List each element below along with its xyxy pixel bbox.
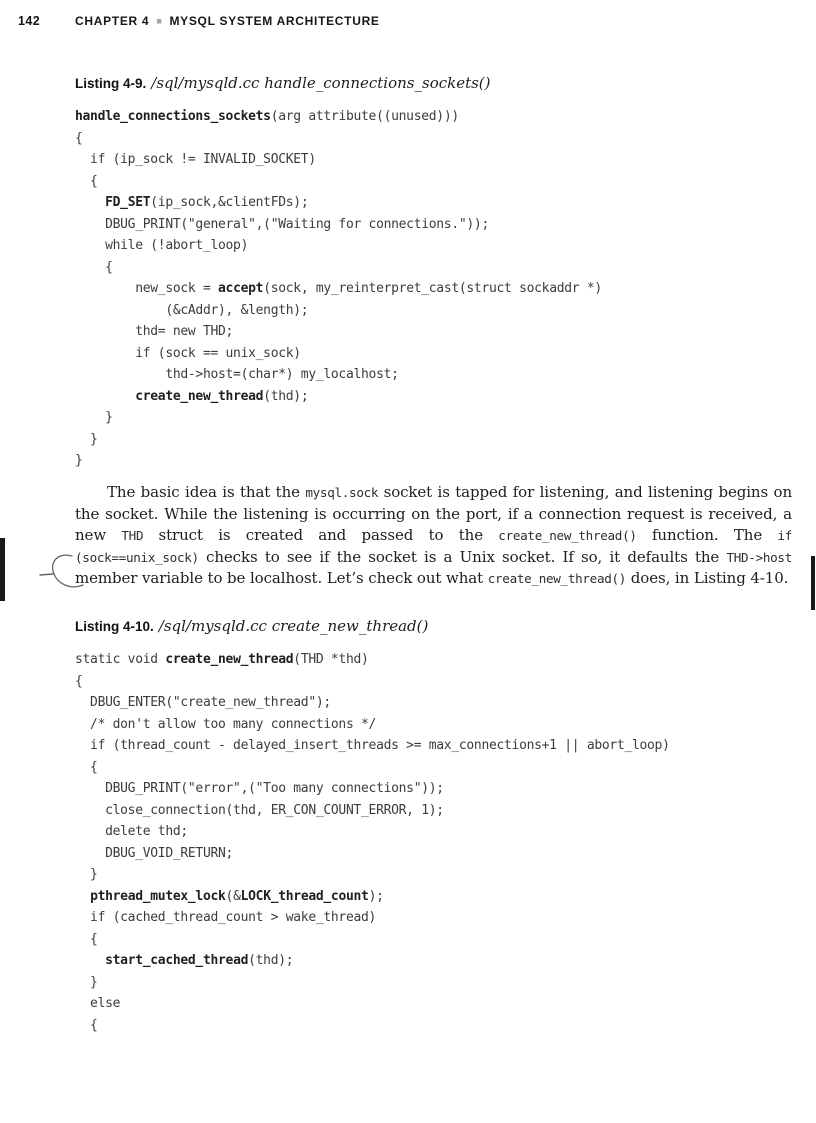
listing-title: /sql/mysqld.cc create_new_thread() [158, 617, 429, 635]
code-segment: (ip_sock,&clientFDs); [150, 195, 309, 210]
text-run: THD [121, 528, 144, 544]
code-segment: } [75, 867, 98, 882]
code-line [75, 407, 602, 429]
code-line [75, 929, 670, 951]
code-segment: close_connection(thd, ER_CON_COUNT_ERROR, 1); [75, 802, 444, 818]
code-line [75, 843, 670, 865]
chapter-title: MYSQL SYSTEM ARCHITECTURE [169, 14, 380, 28]
code-line [75, 757, 670, 779]
code-segment: (thd); [263, 388, 309, 404]
code-segment: (&cAddr), &length); [75, 302, 309, 318]
code-line [75, 106, 602, 128]
listing-label: Listing 4-10. [75, 619, 154, 634]
code-segment [75, 195, 105, 210]
code-segment: { [75, 673, 83, 689]
code-segment: FD_SET [105, 195, 151, 210]
code-segment: { [75, 931, 98, 947]
code-line [75, 886, 670, 908]
code-line [75, 171, 602, 193]
code-segment: } [75, 431, 98, 447]
text-run: function. The [636, 526, 778, 545]
code-segment: { [75, 173, 98, 189]
code-segment: create_new_thread [165, 652, 294, 667]
code-segment: { [75, 259, 113, 275]
code-segment [75, 389, 135, 404]
code-segment: { [75, 1017, 98, 1033]
code-segment: DBUG_PRINT("error",("Too many connections")); [75, 781, 444, 796]
listing-4-10-caption [75, 617, 428, 636]
separator-square-icon: ■ [156, 16, 163, 26]
text-run: create_new_thread() [498, 528, 637, 544]
code-segment: (thd); [248, 953, 294, 968]
code-segment: } [75, 410, 113, 425]
code-line [75, 907, 670, 929]
code-segment: /* don't allow too many connections */ [75, 716, 377, 732]
text-run: mysql.sock [305, 485, 379, 500]
code-segment: { [75, 130, 83, 146]
code-line [75, 257, 602, 279]
code-line [75, 692, 670, 714]
code-line [75, 343, 602, 365]
chapter-label: CHAPTER 4 [75, 14, 150, 28]
code-line [75, 864, 670, 886]
code-segment: new_sock = [75, 281, 219, 296]
text-run: create_new_thread() [487, 571, 627, 587]
code-segment: static void [75, 652, 166, 667]
text-run: member variable to be localhost. Let’s check out what [75, 569, 488, 588]
text-run: does, in Listing 4-10. [626, 569, 789, 588]
code-segment: start_cached_thread [105, 953, 249, 968]
code-segment: (sock, my_reinterpret_cast(struct sockaddr *) [263, 281, 602, 296]
text-run: THD->host [726, 549, 792, 565]
running-header [75, 14, 380, 28]
code-segment: accept [218, 281, 264, 296]
code-segment: { [75, 759, 98, 775]
code-line [75, 993, 670, 1015]
code-segment: } [75, 974, 98, 990]
code-segment: else [75, 996, 121, 1011]
text-run: if (sock==unix_sock) [75, 528, 793, 565]
code-line [75, 192, 602, 214]
code-listing-4-10 [75, 649, 670, 1036]
code-line [75, 450, 602, 472]
code-segment [75, 889, 90, 904]
code-line [75, 214, 602, 236]
code-segment: ); [368, 888, 384, 904]
code-listing-4-9 [75, 106, 602, 472]
code-segment: if (cached_thread_count > wake_thread) [75, 910, 377, 925]
code-line [75, 649, 670, 671]
code-line [75, 364, 602, 386]
code-segment: } [75, 453, 83, 468]
body-paragraph [75, 482, 792, 590]
code-line [75, 278, 602, 300]
text-run: socket is tapped for listening, and listening begins on the socket. While the listening is occurring on the port, if a connection request is received, a new [75, 483, 792, 545]
scan-artifact-right [811, 556, 815, 610]
code-line [75, 429, 602, 451]
code-segment: if (sock == unix_sock) [75, 345, 301, 361]
code-segment: LOCK_thread_count [240, 888, 369, 904]
code-line [75, 800, 670, 822]
code-line [75, 149, 602, 171]
listing-label: Listing 4-9. [75, 76, 147, 91]
code-segment: if (ip_sock != INVALID_SOCKET) [75, 152, 316, 167]
code-line [75, 235, 602, 257]
code-line [75, 950, 670, 972]
code-segment: (& [225, 888, 241, 904]
code-segment: (arg attribute((unused))) [270, 109, 459, 124]
code-segment: (THD *thd) [293, 652, 369, 667]
text-run: The basic idea is that the [107, 483, 306, 501]
code-line [75, 321, 602, 343]
text-run: checks to see if the socket is a Unix socket. If so, it defaults the [198, 547, 727, 566]
code-segment: DBUG_VOID_RETURN; [75, 845, 234, 861]
code-line [75, 1015, 670, 1037]
code-segment: delete thd; [75, 824, 188, 839]
handwritten-annotation-mark [37, 548, 101, 596]
code-line [75, 778, 670, 800]
code-segment: handle_connections_sockets [75, 109, 271, 124]
code-segment: create_new_thread [135, 388, 264, 404]
listing-title: /sql/mysqld.cc handle_connections_sockets() [151, 74, 491, 92]
code-segment: if (thread_count - delayed_insert_threads >= max_connections+1 || abort_loop) [75, 738, 670, 753]
code-segment: pthread_mutex_lock [90, 888, 226, 904]
code-line [75, 714, 670, 736]
scan-artifact-left [0, 538, 5, 601]
page-number: 142 [18, 14, 41, 28]
code-line [75, 735, 670, 757]
code-line [75, 821, 670, 843]
text-run: struct is created and passed to the [143, 526, 499, 545]
code-segment: thd->host=(char*) my_localhost; [75, 367, 399, 382]
code-segment: DBUG_ENTER("create_new_thread"); [75, 695, 331, 710]
listing-4-9-caption [75, 74, 491, 93]
code-line [75, 671, 670, 693]
code-line [75, 972, 670, 994]
code-line [75, 386, 602, 408]
code-line [75, 300, 602, 322]
code-segment: while (!abort_loop) [75, 238, 249, 253]
code-segment: thd= new THD; [75, 324, 234, 339]
code-line [75, 128, 602, 150]
code-segment: DBUG_PRINT("general",("Waiting for connections.")); [75, 216, 489, 232]
code-segment [75, 953, 105, 968]
